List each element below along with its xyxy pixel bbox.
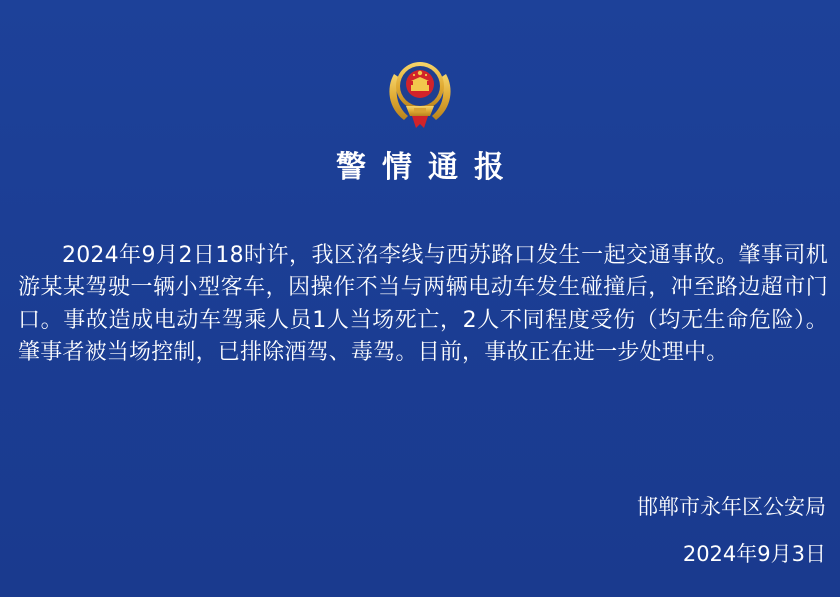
- notice-title: 警情通报: [336, 150, 520, 185]
- notice-body: 2024年9月2日18时许，我区洺李线与西苏路口发生一起交通事故。肇事司机游某某驾驶一辆小型客车，因操作不当与两辆电动车发生碰撞后，冲至路边超市门口。事故造成电动车驾乘人员1人当场死亡，2人不同程度受伤（均无生命危险）。肇事者被当场控制，已排除酒驾、毒驾。目前，事故正在进一步处理中。: [18, 243, 828, 365]
- police-badge-icon: [384, 52, 456, 132]
- issue-date: 2024年9月3日: [682, 542, 826, 566]
- issuer-name: 邯郸市永年区公安局: [637, 495, 826, 519]
